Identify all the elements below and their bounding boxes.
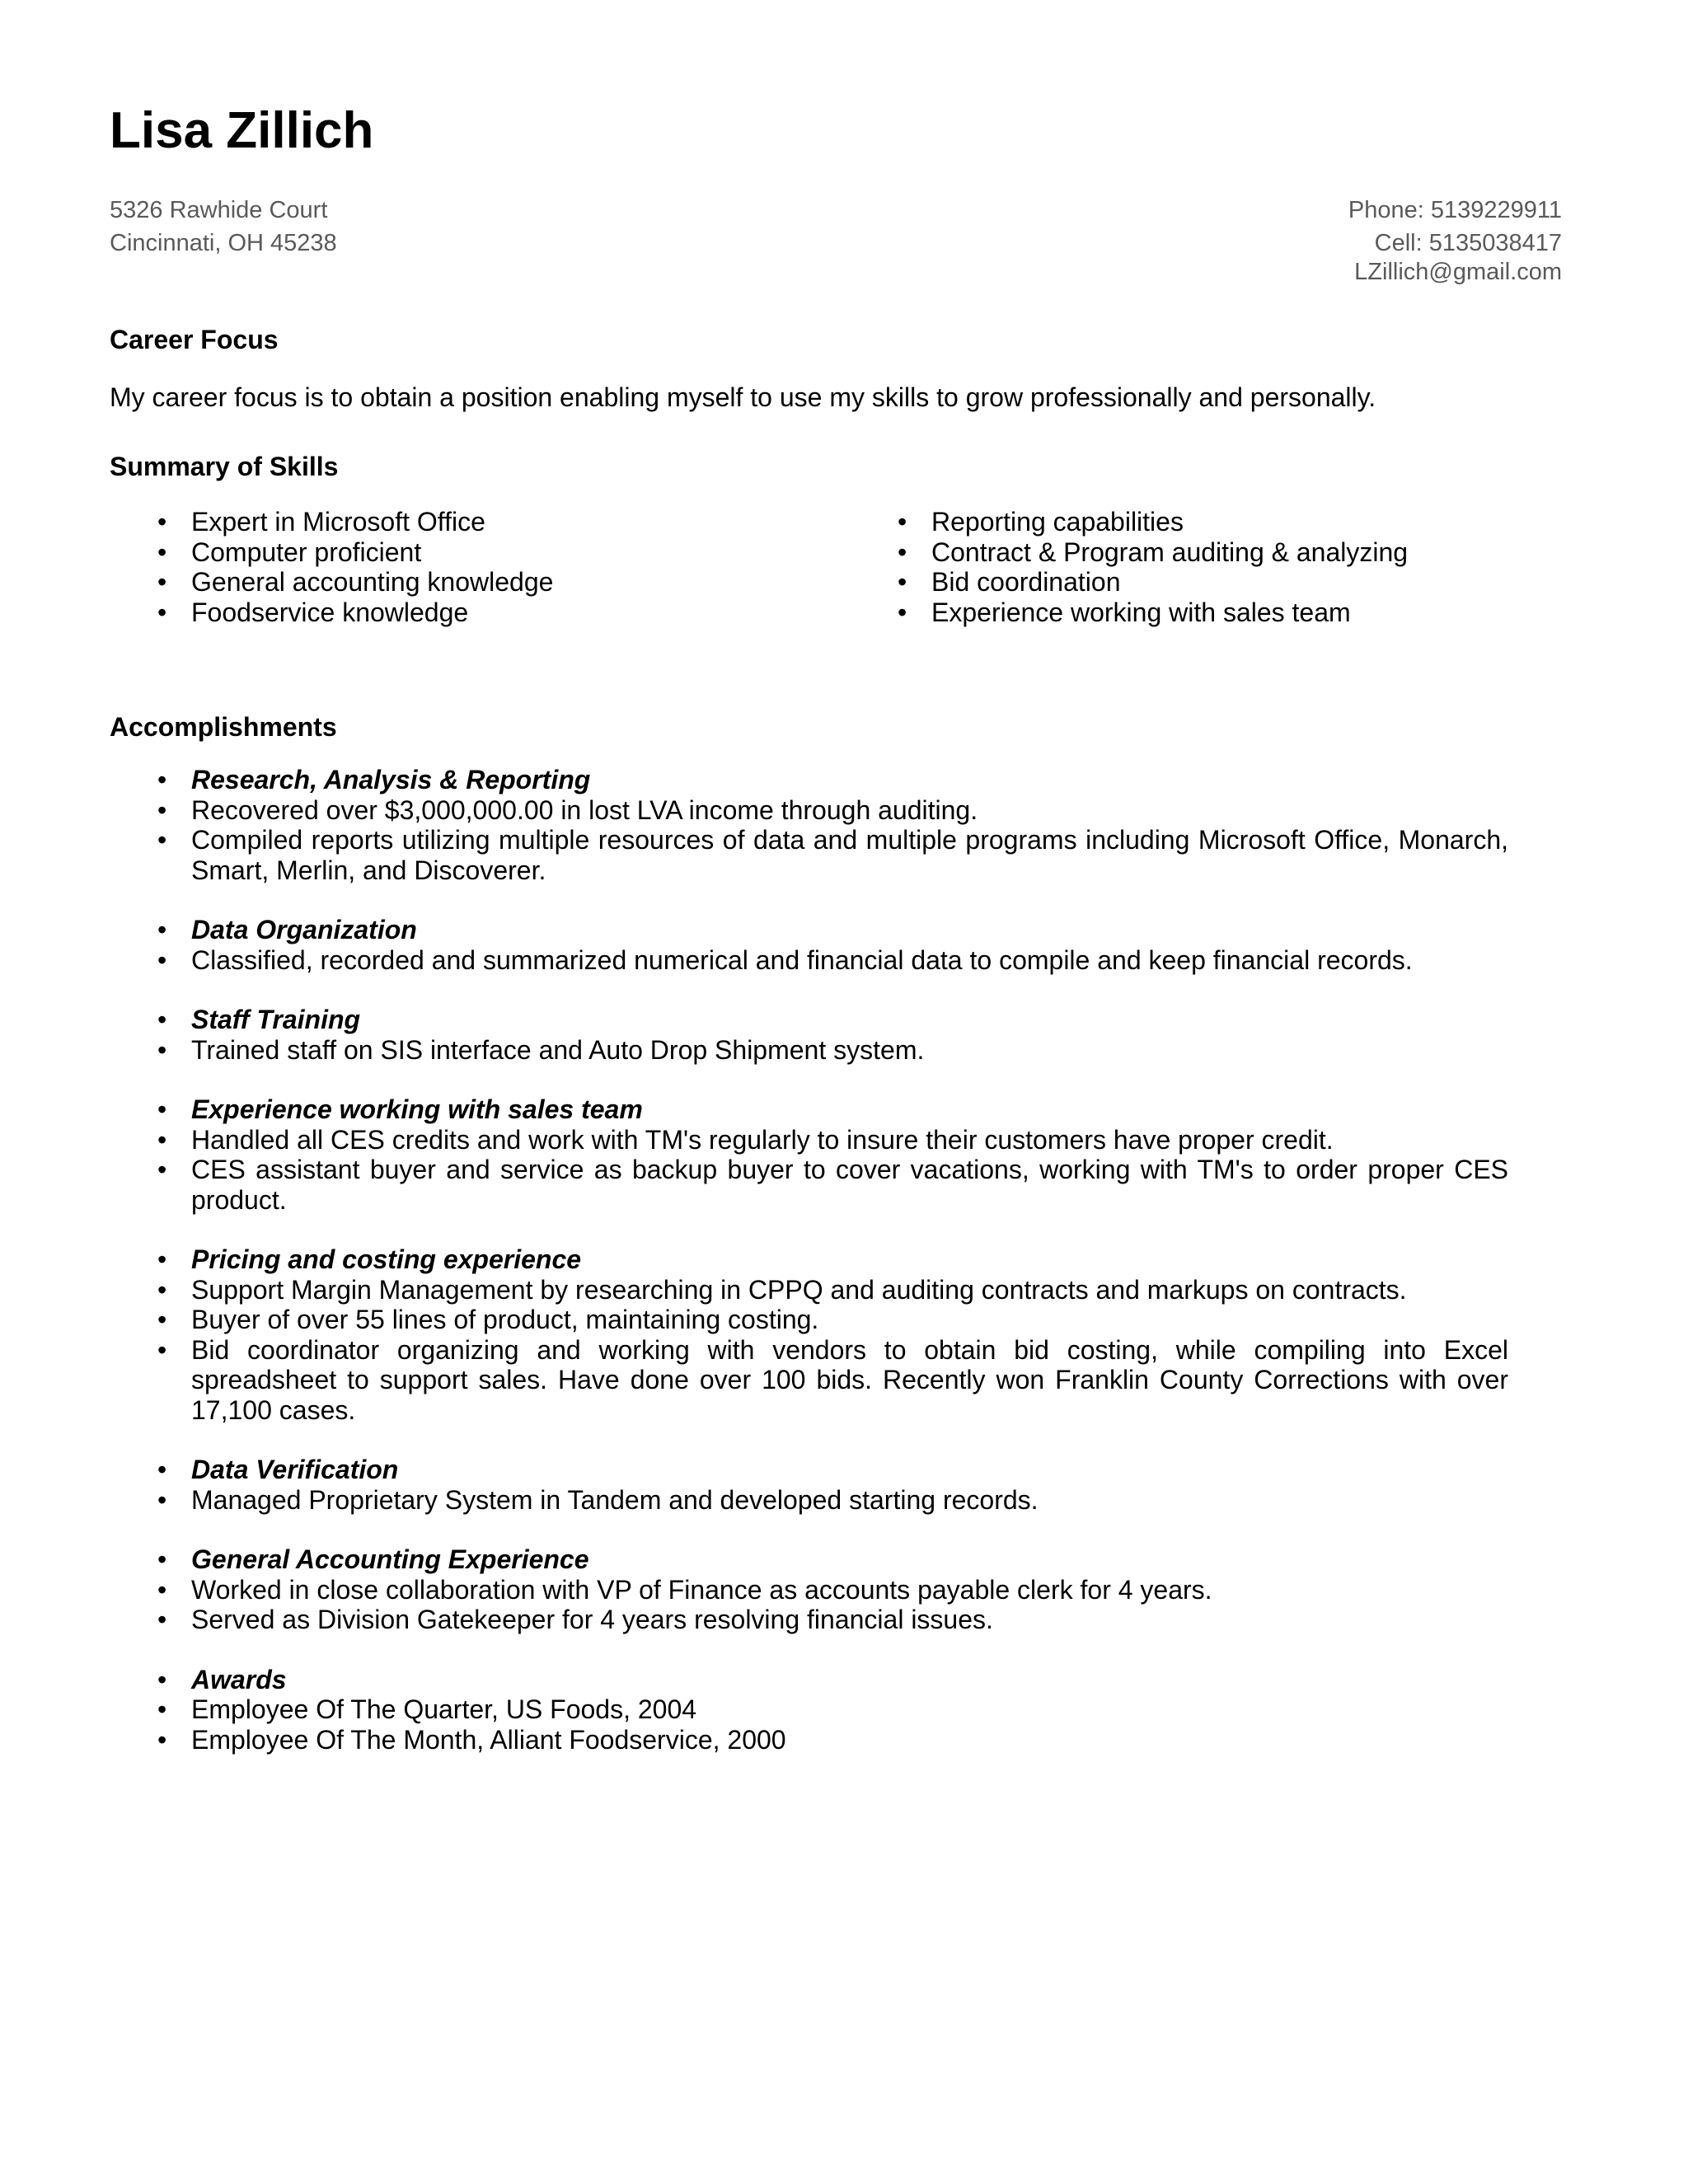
accomplishment-group [110, 1094, 1511, 1215]
skills-title: Summary of Skills [110, 452, 339, 481]
accomplishment-heading: • Pricing and costing experience [110, 1244, 1508, 1275]
accomplishment-heading: • Data Organization [110, 915, 1508, 945]
accomplishment-item: • Employee Of The Quarter, US Foods, 2004 [110, 1694, 1508, 1725]
accomplishment-heading: • Research, Analysis & Reporting [110, 765, 1508, 795]
accomplishment-group [110, 1544, 1511, 1635]
accomplishment-group [110, 1665, 1511, 1755]
phone-number: Phone: 5139229911 [1348, 197, 1562, 223]
accomplishments-list [110, 765, 1511, 1784]
skill-item: • Computer proficient [110, 537, 553, 568]
accomplishment-group [110, 765, 1511, 885]
address-street: 5326 Rawhide Court [110, 197, 328, 223]
skill-item: • Contract & Program auditing & analyzing [850, 537, 1408, 568]
email-address: LZillich@gmail.com [1354, 259, 1562, 285]
accomplishments-title: Accomplishments [110, 712, 337, 742]
accomplishment-item: • Served as Division Gatekeeper for 4 years resolving financial issues. [110, 1605, 1508, 1635]
skill-item: • Bid coordination [850, 567, 1408, 598]
skill-item: • Foodservice knowledge [110, 598, 553, 628]
address-city: Cincinnati, OH 45238 [110, 230, 337, 256]
address-block [110, 194, 337, 260]
contact-block [1348, 194, 1562, 288]
accomplishment-item: • Support Margin Management by researching in CPPQ and auditing contracts and markups on contracts. [110, 1275, 1508, 1305]
accomplishment-heading: • Experience working with sales team [110, 1094, 1508, 1125]
accomplishment-item: • Classified, recorded and summarized numerical and financial data to compile and keep financial records. [110, 945, 1508, 976]
accomplishment-group [110, 915, 1511, 975]
skills-list-left [110, 507, 553, 627]
skills-list-right [850, 507, 1408, 627]
skill-item: • General accounting knowledge [110, 567, 553, 598]
accomplishment-item: • Recovered over $3,000,000.00 in lost LVA income through auditing. [110, 795, 1508, 826]
accomplishment-item: • Employee Of The Month, Alliant Foodservice, 2000 [110, 1725, 1508, 1755]
accomplishment-item: • Worked in close collaboration with VP of Finance as accounts payable clerk for 4 years. [110, 1575, 1508, 1605]
accomplishment-heading: • Data Verification [110, 1455, 1508, 1485]
accomplishment-heading: • Staff Training [110, 1005, 1508, 1035]
accomplishment-item: • Managed Proprietary System in Tandem and developed starting records. [110, 1485, 1508, 1516]
skill-item: • Expert in Microsoft Office [110, 507, 553, 537]
accomplishment-heading: • Awards [110, 1665, 1508, 1695]
career-focus-text: My career focus is to obtain a position enabling myself to use my skills to grow professionally and personally. [110, 382, 1376, 412]
accomplishment-item: • Handled all CES credits and work with TM's regularly to insure their customers have proper credit. [110, 1125, 1508, 1155]
accomplishment-group [110, 1244, 1511, 1425]
accomplishment-item: • Bid coordinator organizing and working with vendors to obtain bid costing, while compiling into Excel spreadsheet to support sales. Have done over 100 bids. Recently won Franklin County Corrections with over 17,100 cases. [110, 1335, 1508, 1426]
accomplishment-item: • Compiled reports utilizing multiple resources of data and multiple programs including Microsoft Office, Monarch, Smart, Merlin, and Discoverer. [110, 825, 1508, 885]
skill-item: • Reporting capabilities [850, 507, 1408, 537]
accomplishment-heading: • General Accounting Experience [110, 1544, 1508, 1575]
candidate-name: Lisa Zillich [110, 102, 374, 159]
career-focus-title: Career Focus [110, 325, 279, 354]
accomplishment-item: • Trained staff on SIS interface and Auto Drop Shipment system. [110, 1035, 1508, 1066]
accomplishment-group [110, 1455, 1511, 1515]
resume-page [110, 0, 1562, 2184]
skill-item: • Experience working with sales team [850, 598, 1408, 628]
accomplishment-group [110, 1005, 1511, 1065]
cell-number: Cell: 5135038417 [1374, 230, 1562, 256]
accomplishment-item: • CES assistant buyer and service as backup buyer to cover vacations, working with TM's to order proper CES product. [110, 1155, 1508, 1215]
accomplishment-item: • Buyer of over 55 lines of product, maintaining costing. [110, 1305, 1508, 1335]
